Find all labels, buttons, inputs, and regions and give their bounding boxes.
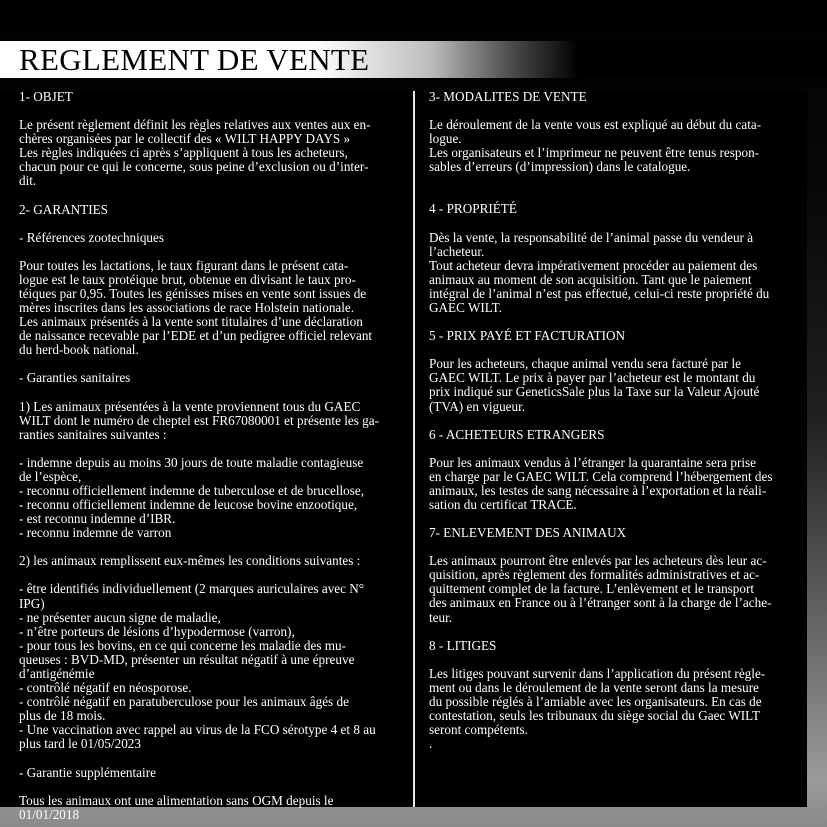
section-heading: 6 - ACHETEURS ETRANGERS xyxy=(429,426,605,442)
paragraph-gap xyxy=(19,568,412,582)
column-divider xyxy=(413,91,415,807)
paragraph: - Garanties sanitaires xyxy=(19,370,131,386)
paragraph: 2) les animaux remplissent eux-mêmes les conditions suivantes : xyxy=(19,553,361,569)
paragraph-gap xyxy=(429,625,803,639)
paragraph-gap xyxy=(429,414,803,428)
title-banner xyxy=(0,41,827,78)
page-title: REGLEMENT DE VENTE xyxy=(19,42,370,77)
section-heading: 4 - PROPRIÉTÉ xyxy=(429,201,517,217)
section-heading: 5 - PRIX PAYÉ ET FACTURATION xyxy=(429,328,626,344)
paragraph-gap xyxy=(19,540,412,554)
paragraph: Tous les animaux ont une alimentation sans OGM depuis le 01/01/2018 xyxy=(19,792,334,822)
paragraph: Le déroulement de la vente vous est expliqué au début du cata- logue. Les organisateurs et l’imprimeur ne peuvent être tenus respon- sables d’erreurs (d’impression) dans le catalogue. xyxy=(429,117,762,175)
section-heading: 1- OBJET xyxy=(19,89,73,104)
paragraph: Dès la vente, la responsabilité de l’animal passe du vendeur à l’acheteur. Tout acheteur devra impérativement procéder au paiement des animaux au moment de son acquisition. Tant que le paiement intégral de l’animal n’est pas effectué, celui-ci reste propriété du GAEC WILT. xyxy=(429,229,770,316)
left-column xyxy=(19,90,412,822)
paragraph-gap xyxy=(19,357,412,371)
paragraph: - Garantie supplémentaire xyxy=(19,764,156,780)
paragraph: - indemne depuis au moins 30 jours de toute maladie contagieuse de l’espèce, - reconnu officiellement indemne de tuberculose et de brucellose, - reconnu officiellement indemne de leucose bovine enzootique, - est reconnu indemne d’IBR. - reconnu indemne de varron xyxy=(19,454,365,541)
paragraph-gap xyxy=(19,217,412,231)
paragraph-gap xyxy=(19,780,412,794)
paragraph: - être identifiés individuellement (2 marques auriculaires avec N° IPG) - ne présenter aucun signe de maladie, - n’être porteurs de lésions d’hypodermose (varron), - pour tous les bovins, en ce qui concerne les maladie des mu- queuses : BVD-MD, présenter un résultat négatif à une épreuve d’antigénémie - contrôlé négatif en néosporose. - contrôlé négatif en paratuberculose pour les animaux âgés de plus de 18 mois. - Une vaccination avec rappel au virus de la FCO sérotype 4 et 8 au plus tard le 01/05/2023 xyxy=(19,581,376,752)
paragraph-gap xyxy=(429,540,803,554)
paragraph-gap xyxy=(429,104,803,118)
paragraph: Les animaux pourront être enlevés par les acheteurs dès leur ac- quisition, après règlement des formalités administratives et ac- quittement complet de la facture. L’enlèvement et le transport des animaux en France ou à l’étranger sont à la charge de l’ache- teur. xyxy=(429,553,772,625)
paragraph-gap xyxy=(429,188,803,202)
paragraph: Pour les acheteurs, chaque animal vendu sera facturé par le GAEC WILT. Le prix à payer par l’acheteur est le montant du prix indiqué sur GeneticsSale plus la Taxe sur la Valeur Ajouté (TVA) en vigueur. xyxy=(429,356,760,414)
paragraph-gap xyxy=(19,104,412,118)
paragraph: Pour les animaux vendus à l’étranger la quarantaine sera prise en charge par le GAEC WILT. Cela comprend l’hébergement des animaux, les testes de sang nécessaire à l’exportation et la réali- sation du certificat TRACE. xyxy=(429,454,773,512)
paragraph-gap xyxy=(429,315,803,329)
paragraph: Le présent règlement définit les règles relatives aux ventes aux en- chères organisées par le collectif des « WILT HAPPY DAYS » Les règles indiquées ci après s’appliquent à tous les acheteurs, chacun pour ce qui le concerne, sous peine d’exclusion ou d’inter- dit. xyxy=(19,117,371,189)
paragraph: 1) Les animaux présentées à la vente proviennent tous du GAEC WILT dont le numéro de cheptel est FR67080001 et présente les ga- ranties sanitaires suivantes : xyxy=(19,398,380,442)
paragraph: Les litiges pouvant survenir dans l’application du présent règle- ment ou dans le déroulement de la vente seront dans la mesure du possible réglés à l’amiable avec les organisateurs. En cas de contestation, seuls les tribunaux du siège social du Gaec WILT seront compétents. . xyxy=(429,665,766,752)
paragraph-gap xyxy=(429,512,803,526)
paragraph-gap xyxy=(429,217,803,231)
section-heading: 2- GARANTIES xyxy=(19,201,109,217)
content-panel xyxy=(0,89,807,822)
paragraph-gap xyxy=(19,189,412,203)
paragraph: Pour toutes les lactations, le taux figurant dans le présent cata- logue est le taux protéique brut, obtenue en divisant le taux pro- téiques par 0,95. Toutes les génisses mises en vente sont issues de mères inscrites dans les associations de race Holstein nationale. Les animaux présentés à la vente sont titulaires d’une déclaration de naissance recevable par l’EDE et d’un pedigree officiel relevant du herd-book national. xyxy=(19,257,373,358)
paragraph-gap xyxy=(429,653,803,667)
paragraph-gap xyxy=(19,386,412,400)
paragraph-gap xyxy=(19,752,412,766)
section-heading: 7- ENLEVEMENT DES ANIMAUX xyxy=(429,525,627,541)
paragraph-gap xyxy=(429,442,803,456)
paragraph-gap xyxy=(19,245,412,259)
paragraph-gap xyxy=(429,174,803,188)
paragraph: - Références zootechniques xyxy=(19,229,164,245)
paragraph-gap xyxy=(19,442,412,456)
section-heading: 3- MODALITES DE VENTE xyxy=(429,89,587,104)
right-column xyxy=(429,90,803,751)
paragraph-gap xyxy=(429,343,803,357)
section-heading: 8 - LITIGES xyxy=(429,637,497,653)
